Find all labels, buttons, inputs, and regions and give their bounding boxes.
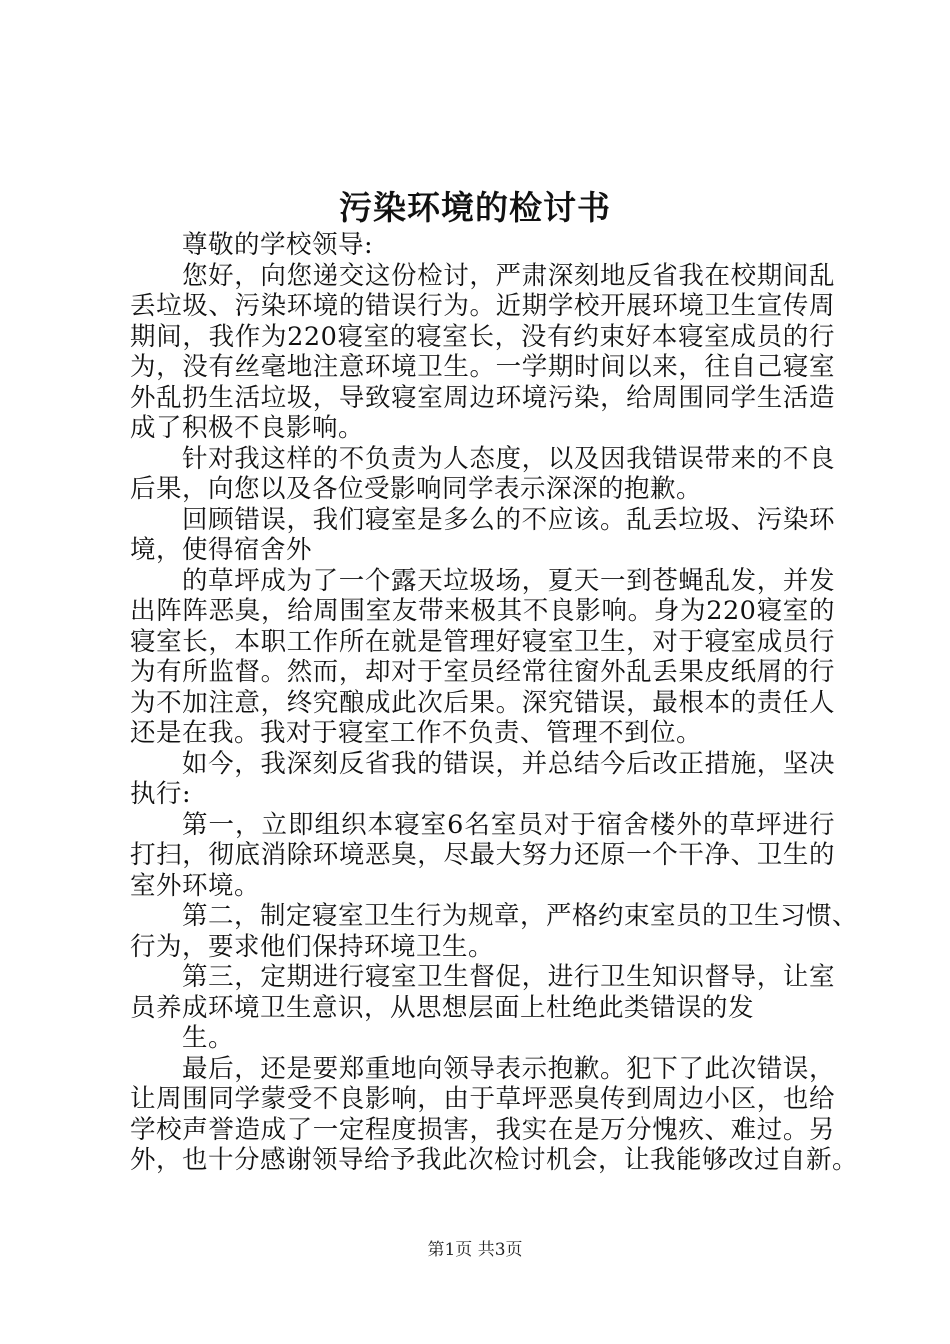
body-line: 第一，立即组织本寝室6名室员对于宿舍楼外的草坪进行 — [182, 809, 835, 840]
body-line: 的草坪成为了一个露天垃圾场，夏天一到苍蝇乱发，并发 — [182, 565, 835, 596]
body-line: 还是在我。我对于寝室工作不负责、管理不到位。 — [130, 718, 703, 748]
body-line: 回顾错误，我们寝室是多么的不应该。乱丢垃圾、污染环 — [182, 504, 835, 535]
document-title: 污染环境的检讨书 — [339, 188, 611, 227]
body-line: 外乱扔生活垃圾，导致寝室周边环境污染，给周围同学生活造 — [130, 382, 835, 413]
body-line: 针对我这样的不负责为人态度，以及因我错误带来的不良 — [182, 443, 835, 474]
body-line: 员养成环境卫生意识，从思想层面上杜绝此类错误的发 — [130, 992, 755, 1023]
body-line: 出阵阵恶臭，给周围室友带来极其不良影响。身为220寝室的 — [130, 596, 835, 626]
body-line: 第二，制定寝室卫生行为规章，严格约束室员的卫生习惯、 — [182, 901, 859, 931]
body-line: 最后，还是要郑重地向领导表示抱歉。犯下了此次错误， — [182, 1053, 835, 1084]
body-line: 后果，向您以及各位受影响同学表示深深的抱歉。 — [130, 474, 703, 504]
document-body — [130, 230, 859, 1176]
body-line: 外，也十分感谢领导给予我此次检讨机会，让我能够改过自新。 — [130, 1145, 859, 1175]
body-line: 丢垃圾、污染环境的错误行为。近期学校开展环境卫生宣传周 — [130, 291, 835, 321]
body-line: 成了积极不良影响。 — [130, 413, 365, 443]
body-line: 为有所监督。然而，却对于室员经常往窗外乱丢果皮纸屑的行 — [130, 657, 835, 687]
page-number-footer: 第1页 共3页 — [427, 1240, 523, 1260]
body-line: 寝室长，本职工作所在就是管理好寝室卫生，对于寝室成员行 — [130, 626, 835, 657]
salutation-line: 尊敬的学校领导: — [182, 230, 374, 260]
body-line: 打扫，彻底消除环境恶臭，尽最大努力还原一个干净、卫生的 — [130, 840, 835, 870]
body-line: 让周围同学蒙受不良影响，由于草坪恶臭传到周边小区，也给 — [130, 1084, 835, 1114]
body-line: 学校声誉造成了一定程度损害，我实在是万分愧疚、难过。另 — [130, 1114, 835, 1145]
body-line: 如今，我深刻反省我的错误，并总结今后改正措施，坚决 — [182, 748, 835, 779]
body-line: 第三，定期进行寝室卫生督促，进行卫生知识督导，让室 — [182, 962, 835, 992]
body-line: 境，使得宿舍外 — [130, 535, 313, 565]
body-line: 室外环境。 — [130, 870, 261, 901]
body-line: 期间，我作为220寝室的寝室长，没有约束好本寝室成员的行 — [130, 321, 835, 352]
body-line: 为不加注意，终究酿成此次后果。深究错误，最根本的责任人 — [130, 687, 835, 718]
body-line: 您好，向您递交这份检讨，严肃深刻地反省我在校期间乱 — [182, 260, 835, 291]
body-line: 生。 — [182, 1023, 235, 1053]
body-line: 行为，要求他们保持环境卫生。 — [130, 931, 495, 962]
body-line: 为，没有丝毫地注意环境卫生。一学期时间以来，往自己寝室 — [130, 352, 835, 382]
body-line: 执行: — [130, 779, 192, 809]
